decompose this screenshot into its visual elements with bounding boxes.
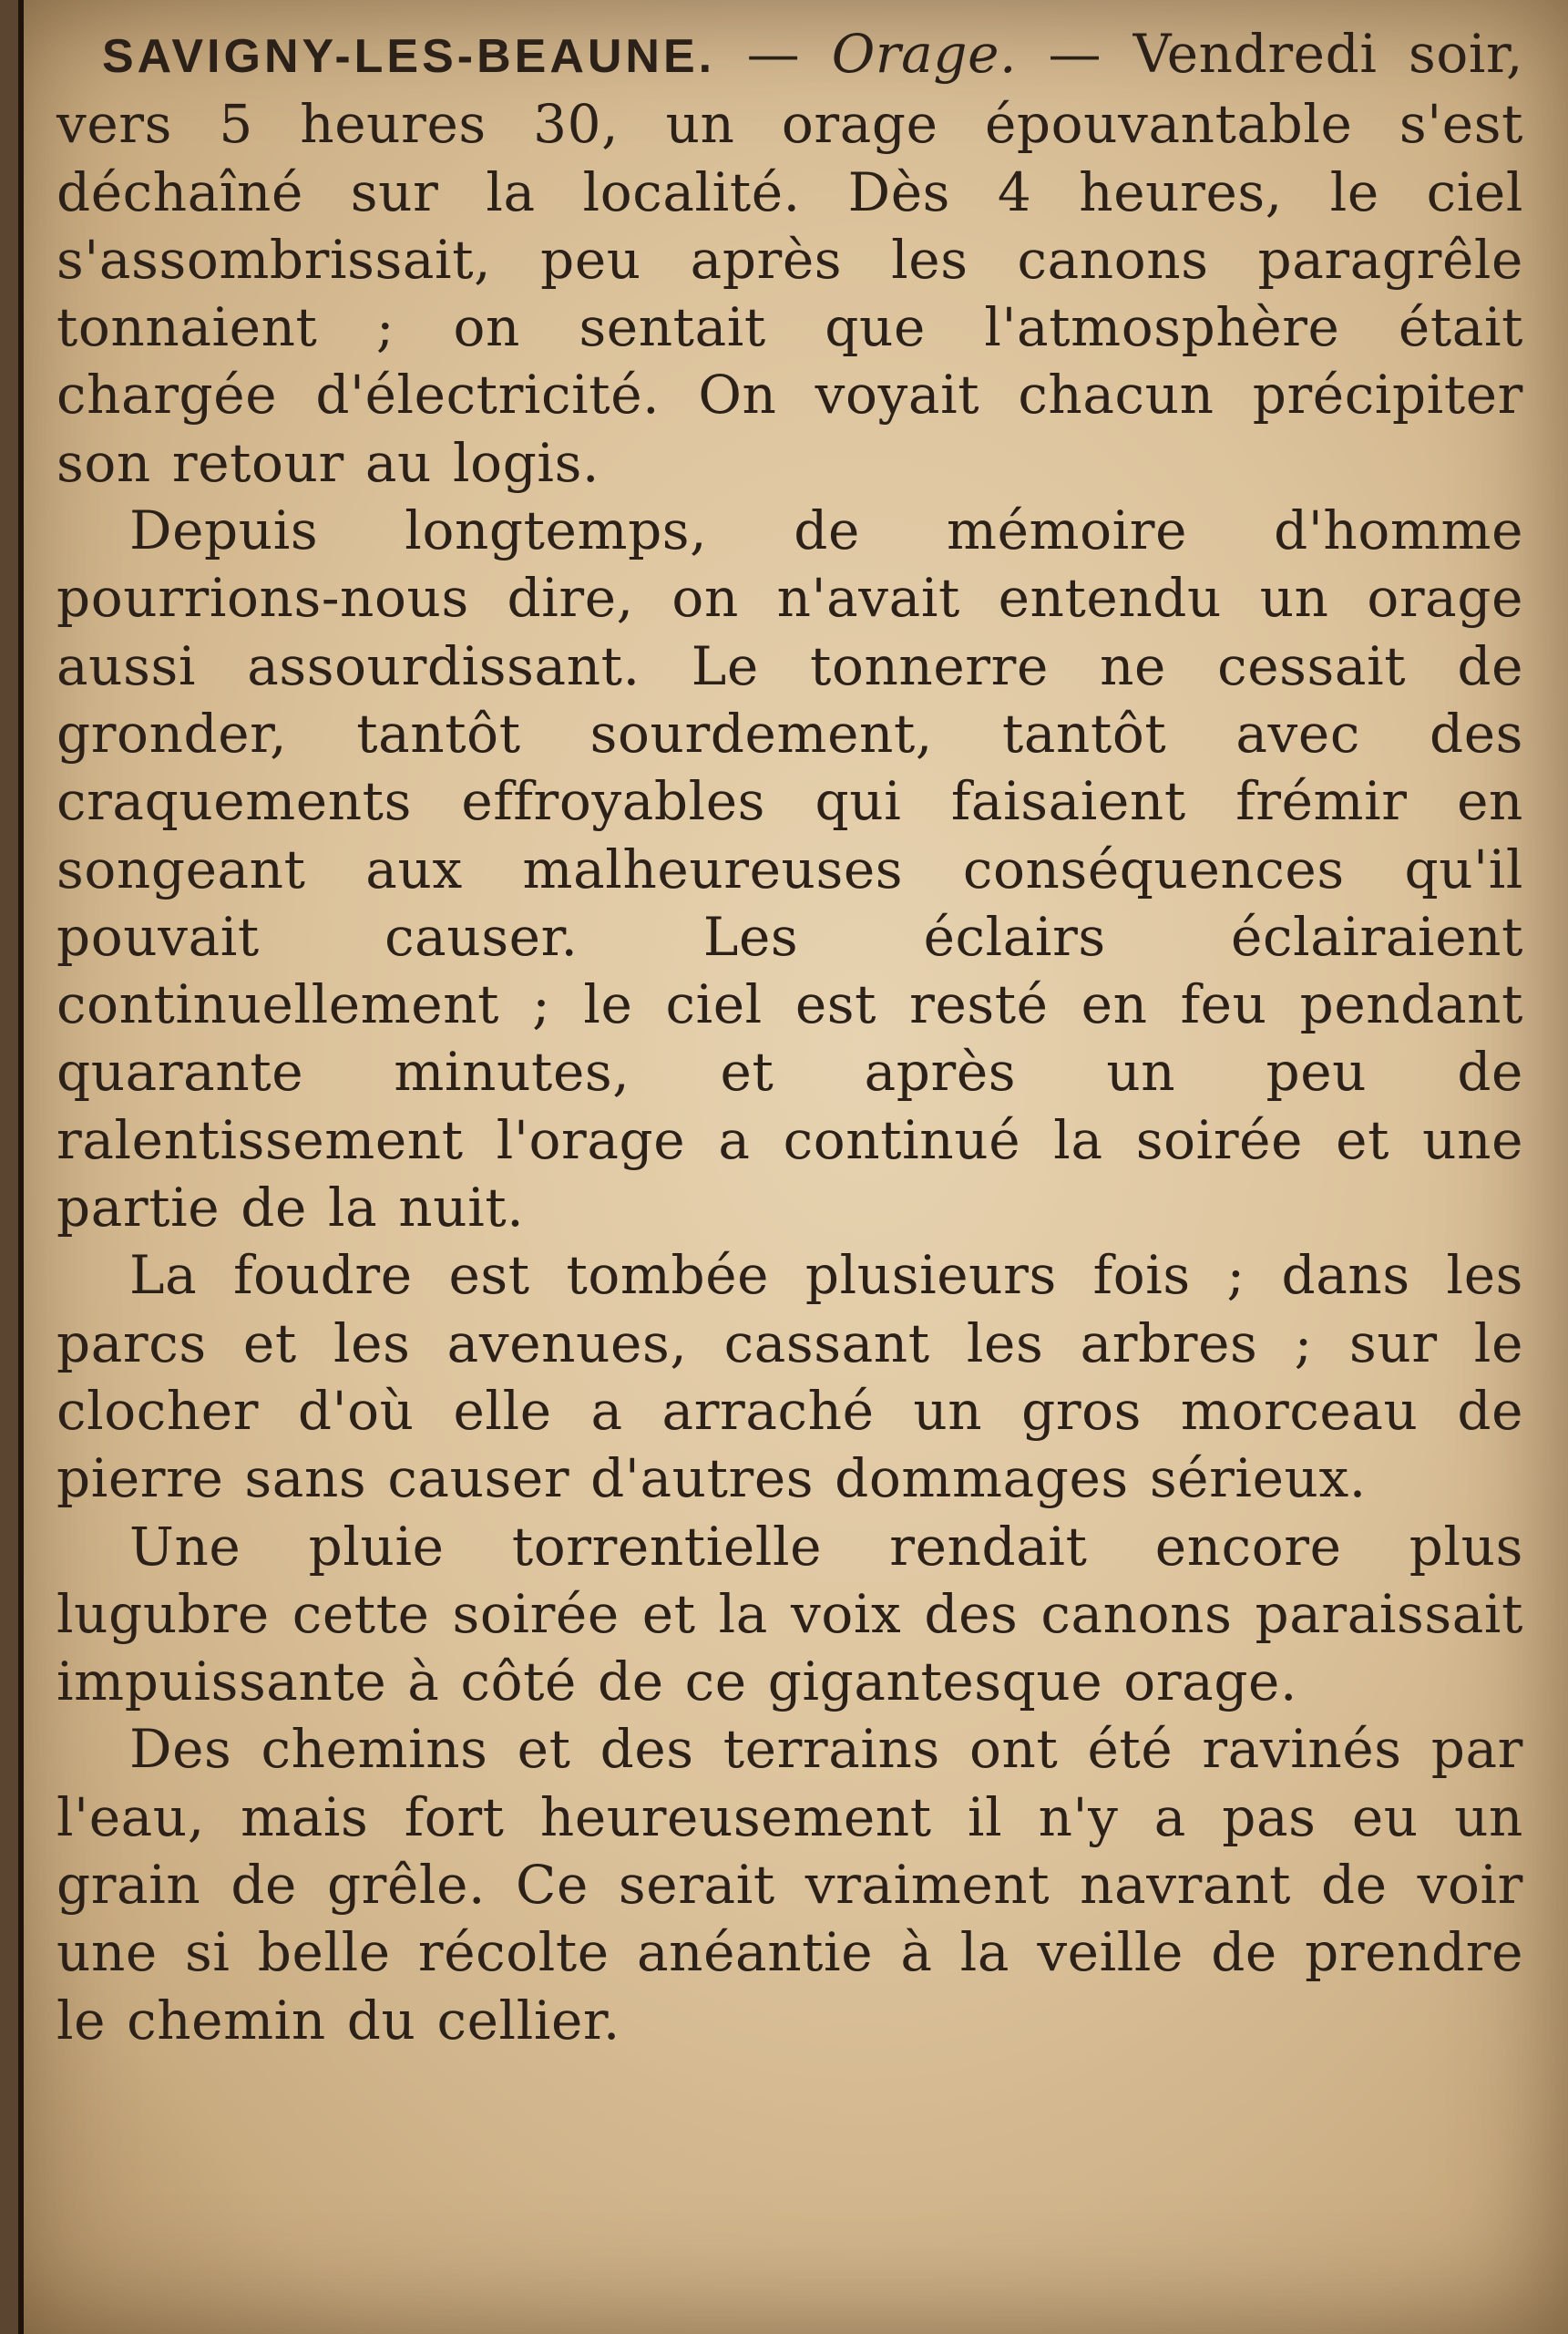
article-paragraph-1 [56, 20, 1523, 497]
subject-dash: — [1017, 23, 1133, 85]
article-headline: SAVIGNY-LES-BEAUNE. [102, 30, 716, 83]
article-body [56, 20, 1523, 2054]
article-paragraph-3: La foudre est tombée plusieurs fois ; dans les parcs et les avenues, cassant les arbres ; sur le clocher d'où elle a arraché un gros morceau de pierre sans causer d'autres dommages sérieux. [56, 1244, 1523, 1510]
column-rule [18, 0, 24, 2334]
article-subject: Orage. [831, 23, 1018, 85]
paragraph-text: Vendredi soir, vers 5 heures 30, un orage épouvantable s'est déchaîné sur la localité. Dès 4 heures, le ciel s'assombrissait, peu après les canons paragrêle tonnaient ; on sentait que l'atmosphère était chargée d'électricité. On voyait chacun précipiter son retour au logis. [56, 23, 1523, 494]
clipping-left-edge [0, 0, 18, 2334]
article-paragraph-2: Depuis longtemps, de mémoire d'homme pourrions-nous dire, on n'avait entendu un orage aussi assourdissant. Le tonnerre ne cessait de gronder, tantôt sourdement, tantôt avec des craquements effroyables qui faisaient frémir en songeant aux malheureuses conséquences qu'il pouvait causer. Les éclairs éclairaient continuellement ; le ciel est resté en feu pendant quarante minutes, et après un peu de ralentissement l'orage a continué la soirée et une partie de la nuit. [56, 499, 1523, 1239]
headline-dash: — [715, 23, 832, 85]
article-paragraph-4: Une pluie torrentielle rendait encore plus lugubre cette soirée et la voix des canons paraissait impuissante à côté de ce gigantesque orage. [56, 1515, 1523, 1713]
article-paragraph-5: Des chemins et des terrains ont été ravinés par l'eau, mais fort heureusement il n'y a pas eu un grain de grêle. Ce serait vraiment navrant de voir une si belle récolte anéantie à la veille de prendre le chemin du cellier. [56, 1718, 1523, 2051]
